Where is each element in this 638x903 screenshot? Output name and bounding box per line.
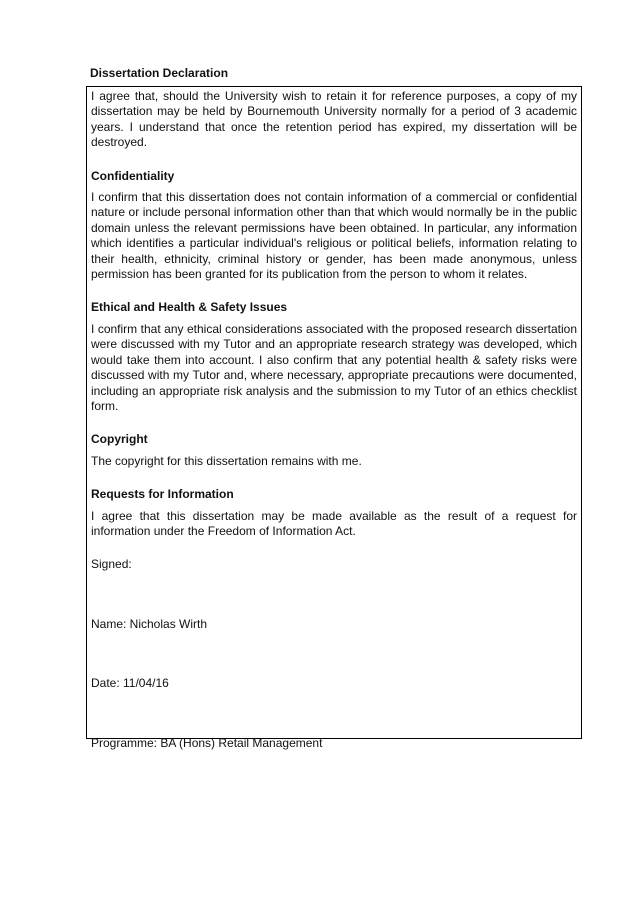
signed-field: Signed: bbox=[91, 557, 132, 572]
confidentiality-text: I confirm that this dissertation does not contain information of a commercial or confidential nature or include personal information other than that which would normally be in the public domain unless the relevant permissions have been obtained. In particular, any information which identifies a particular individual's religious or political beliefs, information relating to their health, ethnicity, criminal history or gender, has been made anonymous, unless permission has been granted for its publication from the person to whom it relates. bbox=[91, 190, 577, 282]
ethics-text: I confirm that any ethical considerations associated with the proposed research dissertation were discussed with my Tutor and an appropriate research strategy was developed, which would take them into account. I also confirm that any potential health & safety risks were discussed with my Tutor and, where necessary, appropriate precautions were documented, including an appropriate risk analysis and the submission to my Tutor of an ethics checklist form. bbox=[91, 321, 577, 413]
intro-paragraph: I agree that, should the University wish to retain it for reference purposes, a copy of my dissertation may be held by Bournemouth University normally for a period of 3 academic years. I understand that once the retention period has expired, my dissertation will be destroyed. bbox=[91, 89, 577, 150]
programme-field: Programme: BA (Hons) Retail Management bbox=[91, 735, 323, 750]
date-field: Date: 11/04/16 bbox=[91, 676, 169, 691]
confidentiality-heading: Confidentiality bbox=[91, 168, 175, 183]
ethics-heading: Ethical and Health & Safety Issues bbox=[91, 300, 288, 315]
document-title: Dissertation Declaration bbox=[90, 66, 229, 80]
name-field: Name: Nicholas Wirth bbox=[91, 616, 208, 631]
copyright-text: The copyright for this dissertation remains with me. bbox=[91, 453, 362, 468]
requests-heading: Requests for Information bbox=[91, 487, 234, 502]
copyright-heading: Copyright bbox=[91, 432, 148, 447]
declaration-box bbox=[86, 86, 582, 750]
requests-text: I agree that this dissertation may be made available as the result of a request for information under the Freedom of Information Act. bbox=[91, 508, 577, 538]
declaration-content bbox=[91, 89, 577, 751]
